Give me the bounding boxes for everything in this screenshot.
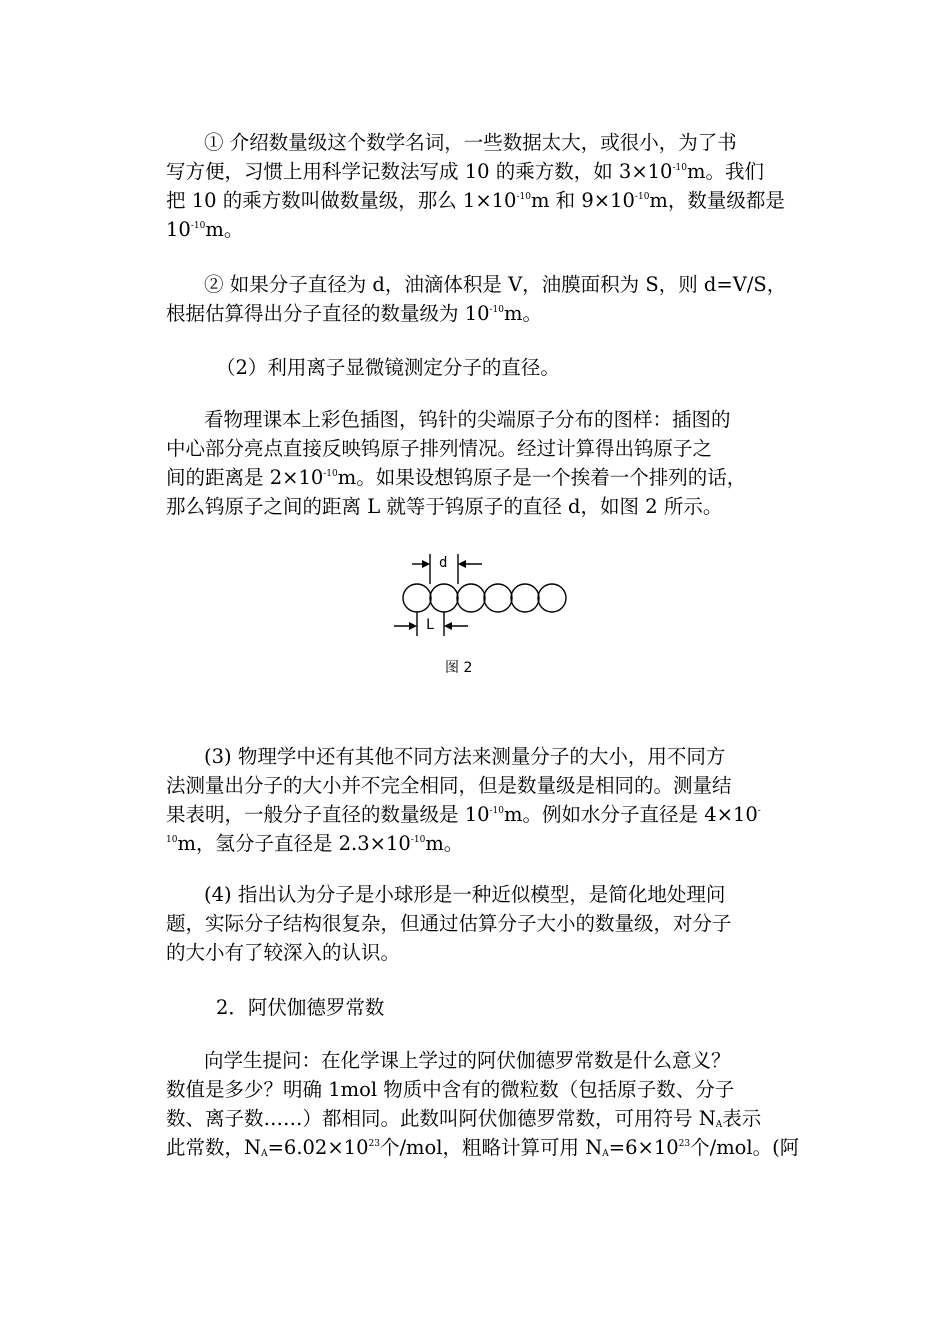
- atom-row-diagram: [392, 550, 572, 650]
- section-heading-2: [216, 353, 560, 383]
- text: (4) 指出认为分子是小球形是一种近似模型，是简化地处理问: [204, 883, 726, 906]
- text: 看物理课本上彩色插图，钨针的尖端原子分布的图样：插图的: [204, 408, 731, 431]
- text: 根据估算得出分子直径的数量级为 10: [166, 302, 490, 325]
- text: 写方便，习惯上用科学记数法写成 10 的乘方数，如 3×10: [166, 160, 673, 183]
- p5-line2: [166, 909, 732, 939]
- subscript: A: [715, 1120, 723, 1130]
- text: m，氢分子直径是 2.3×10: [177, 832, 411, 855]
- text: m。: [205, 218, 244, 241]
- p6-line2: [166, 1075, 734, 1105]
- text: 那么钨原子之间的距离 L 就等于钨原子的直径 d，如图 2 所示。: [166, 495, 723, 518]
- p5-line1: [204, 880, 725, 910]
- atom-circle: [430, 584, 458, 612]
- superscript: -10: [516, 192, 531, 202]
- text: （2）利用离子显微镜测定分子的直径。: [216, 356, 560, 379]
- text: 个/mol。(阿: [690, 1136, 800, 1159]
- text: m，数量级都是: [649, 189, 785, 212]
- atom-circle: [538, 584, 566, 612]
- label-d: d: [439, 555, 448, 571]
- p2-line2: [166, 299, 542, 329]
- p4-line2: [166, 771, 732, 801]
- p6-line1: [204, 1046, 731, 1076]
- p1-line1: [204, 128, 737, 158]
- superscript: -: [757, 806, 761, 816]
- subscript: A: [261, 1149, 268, 1159]
- p4-line4: [166, 829, 463, 859]
- section-heading-avogadro: [216, 993, 384, 1023]
- text: 的大小有了较深入的认识。: [166, 941, 401, 964]
- atom-circle: [511, 584, 539, 612]
- text: 间的距离是 2×10: [166, 466, 324, 489]
- p2-line1: [204, 270, 786, 300]
- text: m。如果设想钨原子是一个挨着一个排列的话，: [337, 466, 747, 489]
- superscript: 23: [678, 1139, 691, 1149]
- text: m。我们: [686, 160, 764, 183]
- p4-line3: [166, 800, 761, 830]
- subscript: A: [602, 1149, 609, 1159]
- atom-circle: [403, 584, 431, 612]
- atom-circle: [457, 584, 485, 612]
- text: 向学生提问：在化学课上学过的阿伏伽德罗常数是什么意义？: [204, 1049, 731, 1072]
- superscript: 10: [166, 835, 178, 845]
- p1-line2: [166, 157, 764, 187]
- text: 果表明，一般分子直径的数量级是 10: [166, 803, 490, 826]
- text: (3) 物理学中还有其他不同方法来测量分子的大小，用不同方: [204, 745, 726, 768]
- p1-line4: [166, 215, 243, 245]
- superscript: -10: [489, 305, 505, 315]
- text: 数、离子数……）都相同。此数叫阿伏伽德罗常数，可用符号 N: [166, 1107, 716, 1130]
- superscript: -10: [323, 469, 338, 479]
- p5-line3: [166, 938, 400, 968]
- p3-line2: [166, 434, 712, 464]
- p3-line3: [166, 463, 746, 493]
- text: 数值是多少？明确 1mol 物质中含有的微粒数（包括原子数、分子: [166, 1078, 735, 1101]
- p6-line3: [166, 1104, 761, 1134]
- text: 2．阿伏伽德罗常数: [216, 996, 385, 1019]
- superscript: -10: [410, 835, 426, 845]
- p1-line3: [166, 186, 785, 216]
- text: 表示: [722, 1107, 762, 1130]
- text: m。例如水分子直径是 4×10: [504, 803, 758, 826]
- text: m 和 9×10: [530, 189, 635, 212]
- text: =6×10: [608, 1136, 679, 1159]
- superscript: -10: [634, 192, 650, 202]
- p4-line1: [204, 742, 725, 772]
- text: 10: [166, 218, 191, 241]
- arrowhead: [422, 560, 430, 568]
- figure-caption: 图 2: [445, 660, 473, 676]
- text: 把 10 的乘方数叫做数量级，那么 1×10: [166, 189, 517, 212]
- text: 法测量出分子的大小并不完全相同，但是数量级是相同的。测量结: [166, 774, 732, 797]
- text: =6.02×10: [267, 1136, 369, 1159]
- p6-line4: [166, 1133, 799, 1163]
- superscript: -10: [190, 221, 206, 231]
- arrowhead: [458, 560, 466, 568]
- text: ① 介绍数量级这个数学名词，一些数据太大，或很小，为了书: [204, 131, 737, 154]
- figure-2: [392, 550, 572, 680]
- p3-line1: [204, 405, 731, 435]
- text: 中心部分亮点直接反映钨原子排列情况。经过计算得出钨原子之: [166, 437, 713, 460]
- arrowhead: [409, 622, 417, 630]
- superscript: -10: [489, 806, 505, 816]
- p3-line4: [166, 492, 722, 522]
- atom-circle: [484, 584, 512, 612]
- superscript: -10: [672, 163, 687, 173]
- superscript: 23: [368, 1139, 380, 1149]
- text: 题，实际分子结构很复杂，但通过估算分子大小的数量级，对分子: [166, 912, 732, 935]
- label-L: L: [426, 617, 435, 633]
- text: 此常数，N: [166, 1136, 262, 1159]
- arrowhead: [444, 622, 452, 630]
- text: m。: [425, 832, 464, 855]
- text: m。: [504, 302, 543, 325]
- text: 个/mol，粗略计算可用 N: [379, 1136, 603, 1159]
- text: ② 如果分子直径为 d，油滴体积是 V，油膜面积为 S，则 d=V/S，: [204, 273, 787, 296]
